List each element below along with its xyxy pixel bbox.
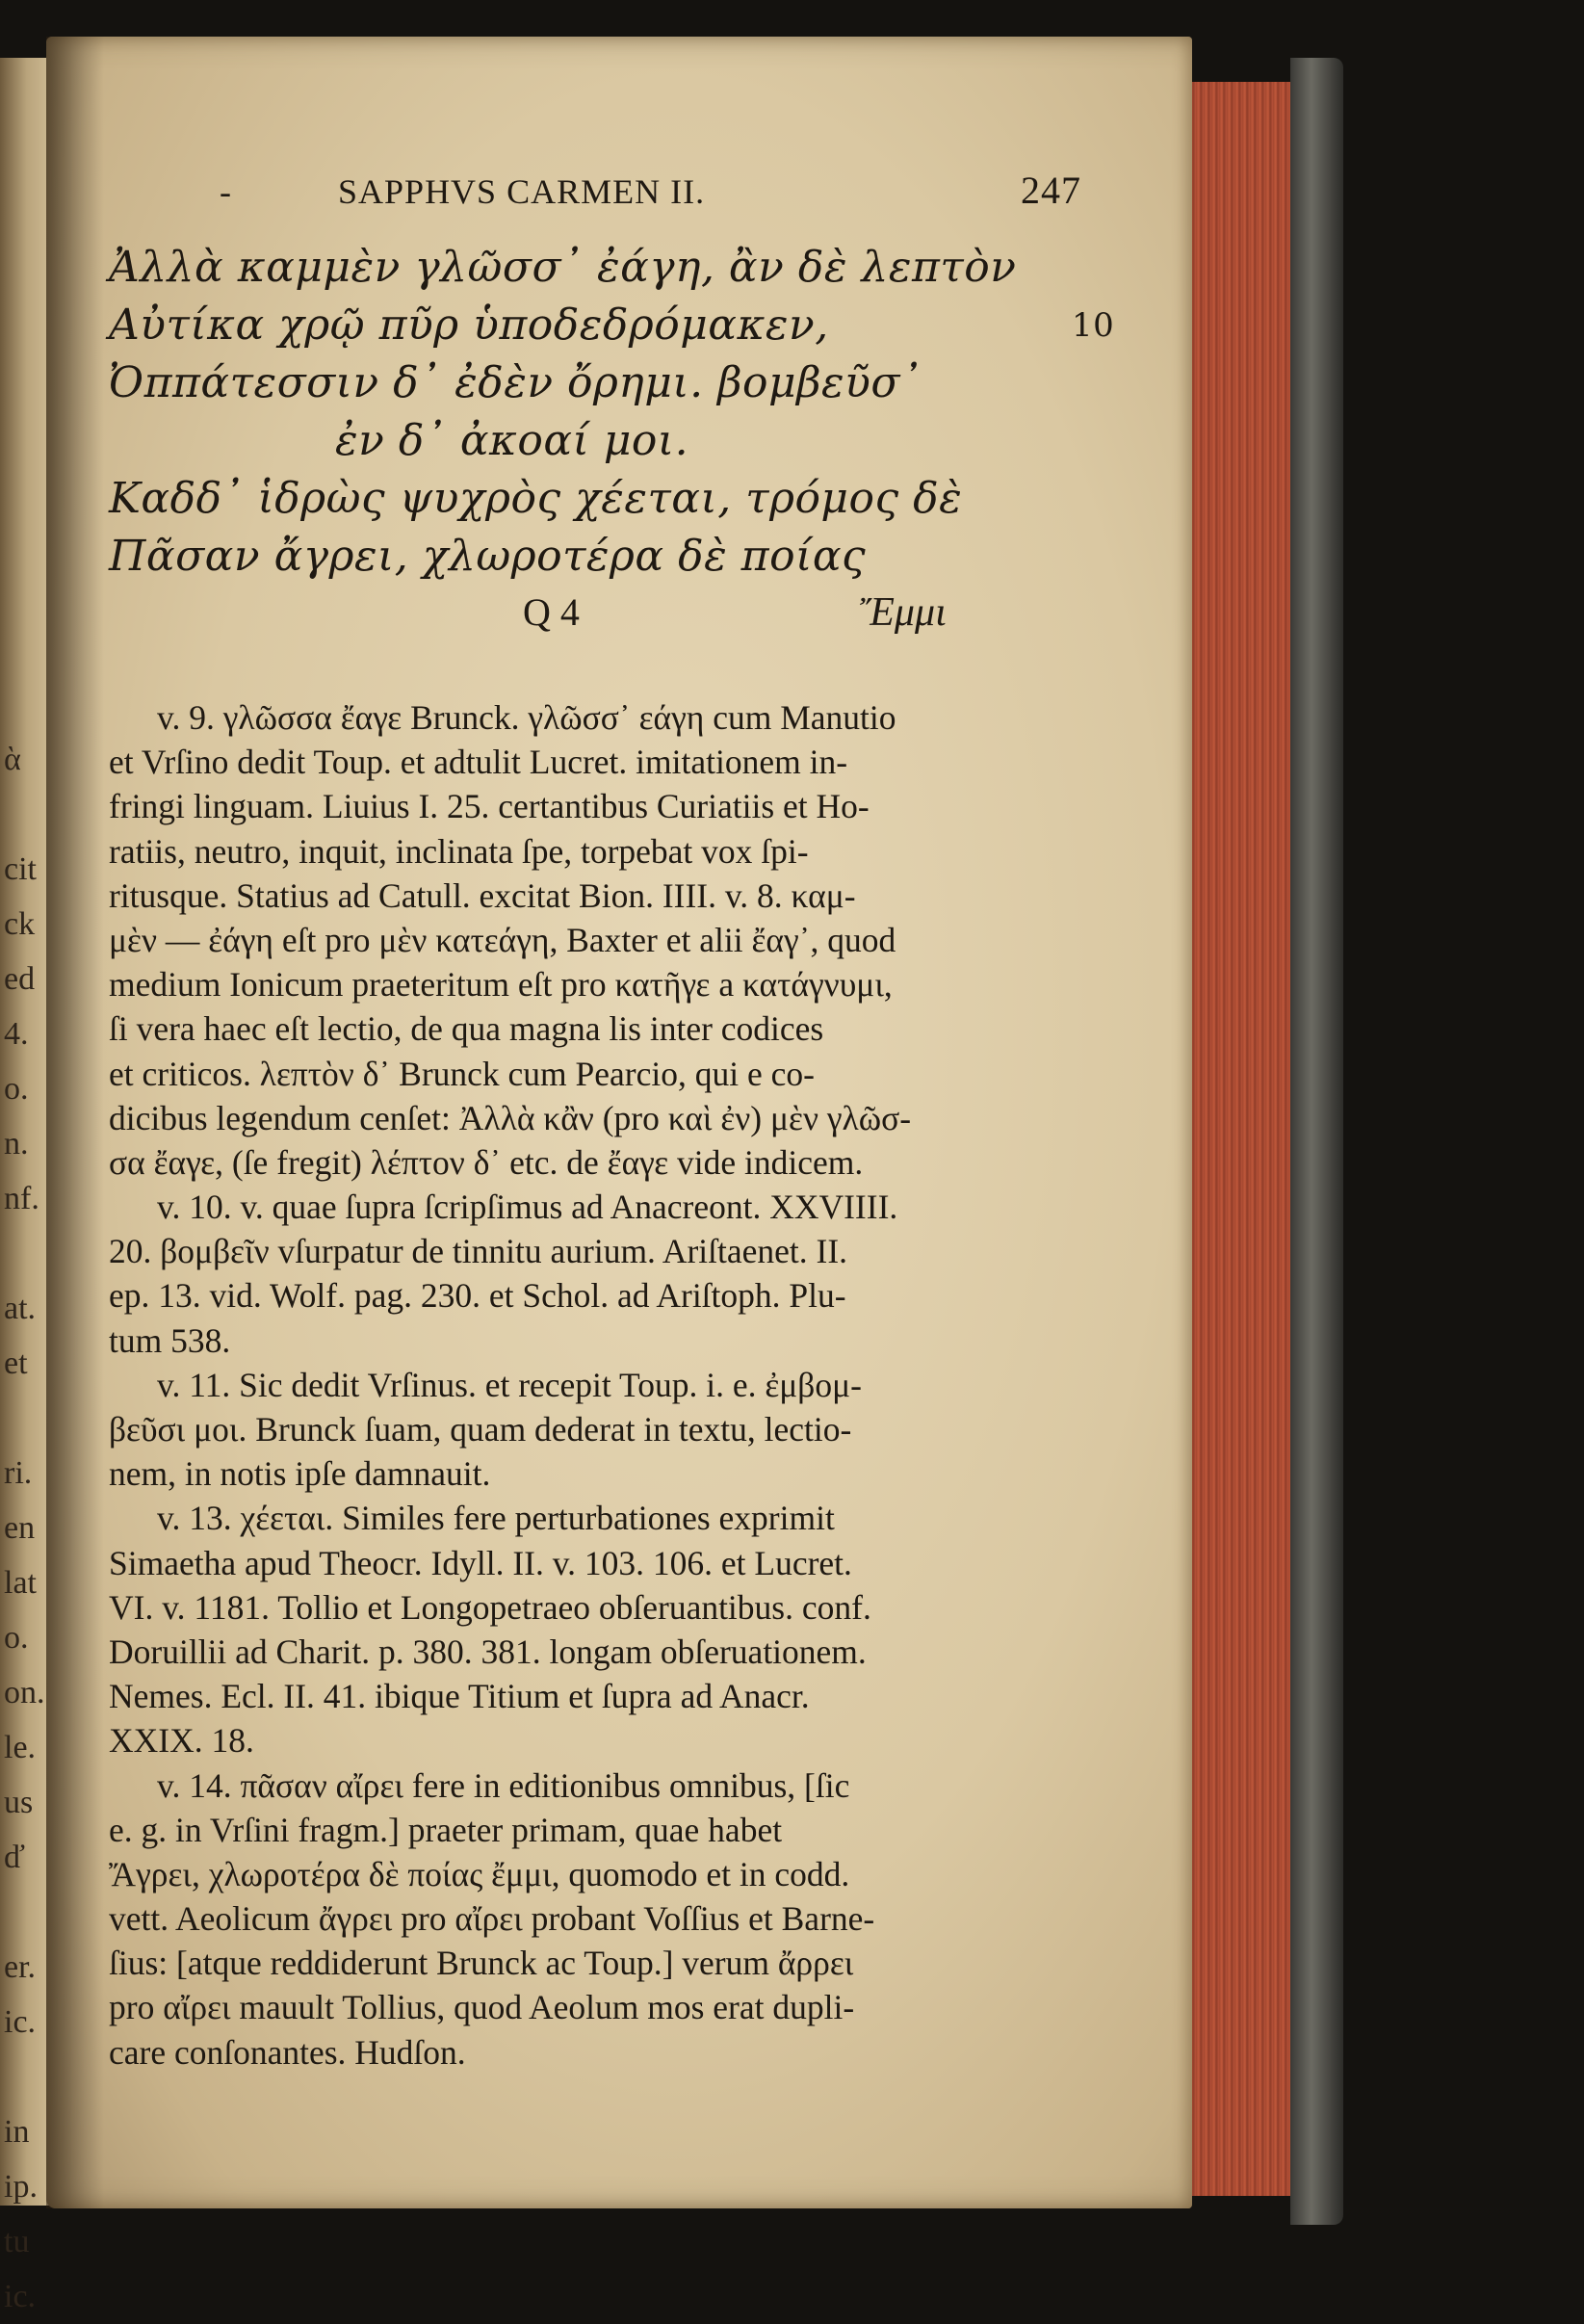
note-line: dicibus legendum cenſet: Ἀλλὰ κἂν (pro καὶ ἐν) μὲν γλῶσ- (109, 1098, 912, 1137)
note-line: care conſonantes. Hudſon. (109, 2032, 466, 2072)
note-line: Nemes. Ecl. II. 41. ibique Titium et ſupra ad Anacr. (109, 1677, 810, 1716)
left-page-fragment: ck (4, 906, 36, 942)
left-page-fragment: le. (4, 1730, 37, 1765)
left-page-fragment: ὰ (4, 742, 21, 777)
note-line: vett. Aeolicum ἄγρει pro αἴρει probant Voſſius et Barne- (109, 1899, 875, 1939)
note-line: medium Ionicum praeteritum eſt pro κατῆγε a κατάγνυμι, (109, 965, 893, 1005)
note-line: v. 10. v. quae ſupra ſcripſimus ad Anacreont. XXVIIII. (157, 1188, 898, 1227)
greek-verse (109, 239, 1115, 586)
note-line: VI. v. 1181. Tollio et Longopetraeo obſeruantibus. conf. (109, 1587, 871, 1627)
note-line: XXIX. 18. (109, 1721, 254, 1761)
note-line: ep. 13. vid. Wolf. pag. 230. et Schol. ad Ariſtoph. Plu- (109, 1276, 846, 1316)
left-page-fragment: ď (4, 1840, 25, 1875)
verse-line (109, 354, 1081, 412)
verse-line (109, 528, 1081, 586)
page-content (109, 169, 1115, 2075)
commentary-notes (109, 695, 1081, 2075)
note-line: v. 13. χέεται. Similes fere perturbationes exprimit (157, 1499, 835, 1538)
left-page-fragment: o. (4, 1071, 29, 1107)
book-cover-edge (1290, 58, 1343, 2225)
signature-line (109, 589, 1081, 657)
note-line: Ἄγρει, χλωροτέρα δὲ ποίας ἔμμι, quomodo et in codd. (109, 1854, 850, 1893)
note-line: ritusque. Statius ad Catull. excitat Bion. IIII. v. 8. καμ- (109, 875, 856, 915)
book-page (46, 37, 1192, 2208)
note-line: Doruillii ad Charit. p. 380. 381. longam obſeruationem. (109, 1632, 867, 1671)
note-line: ſi vera haec eſt lectio, de qua magna lis inter codices (109, 1009, 824, 1049)
running-head (109, 171, 1081, 229)
note-line: σα ἔαγε, (ſe fregit) λέπτον δ᾽ etc. de ἔαγε vide indicem. (109, 1142, 864, 1182)
left-page-fragment: 4. (4, 1016, 29, 1052)
page-number: 247 (1021, 169, 1081, 212)
verse-line-text: Πᾶσαν ἄγρει, χλωροτέρα δὲ ποίας (109, 532, 867, 581)
verse-line-text: Ὀππάτεσσιν δ᾽ ἐδὲν ὄρημι. βομβεῦσ᾽ (109, 358, 922, 407)
verse-line (109, 412, 1081, 470)
note-line: nem, in notis ipſe damnauit. (109, 1454, 491, 1494)
catchword: Ἔμμι (860, 590, 947, 635)
note-line: et criticos. λεπτὸν δ᾽ Brunck cum Pearcio, qui e co- (109, 1054, 815, 1093)
left-page-fragment: ic. (4, 2279, 37, 2314)
left-page-fragment: et (4, 1345, 28, 1381)
note-line: e. g. in Vrſini fragm.] praeter primam, quae habet (109, 1810, 783, 1849)
left-page-fragment: ip. (4, 2169, 38, 2205)
left-page-fragment: in (4, 2114, 30, 2150)
note-line: Simaetha apud Theocr. Idyll. II. v. 103. 106. et Lucret. (109, 1543, 852, 1582)
verse-line-text: Αὐτίκα χρῷ πῦρ ὑποδεδρόμακεν, (109, 300, 829, 350)
note-line: βεῦσι μοι. Brunck ſuam, quam dederat in textu, lectio- (109, 1410, 852, 1449)
left-page-fragment: ic. (4, 2004, 37, 2040)
note-line: v. 9. γλῶσσα ἔαγε Brunck. γλῶσσ᾽ εάγη cum Manutio (157, 698, 896, 737)
left-page-fragment: er. (4, 1949, 37, 1985)
verse-line (109, 239, 1081, 297)
signature-mark: Q 4 (523, 590, 580, 634)
left-page-fragment: o. (4, 1620, 29, 1656)
verse-line (109, 470, 1081, 528)
left-page-fragment: at. (4, 1291, 37, 1326)
left-page-fragment: tu (4, 2224, 30, 2259)
note-line: ratiis, neutro, inquit, inclinata ſpe, torpebat vox ſpi- (109, 831, 809, 871)
note-line: tum 538. (109, 1320, 231, 1360)
left-page-fragment: lat (4, 1565, 37, 1601)
verse-line-number: 10 (1072, 306, 1115, 345)
note-line: et Vrſino dedit Toup. et adtulit Lucret. imitationem in- (109, 743, 848, 782)
left-page-fragment: ri. (4, 1455, 33, 1491)
left-page-fragment: on. (4, 1675, 45, 1710)
verse-line-text: Ἀλλὰ καμμὲν γλῶσσ᾽ ἐάγη, ἂν δὲ λεπτὸν (109, 243, 1017, 292)
note-line: pro αἴρει mauult Tollius, quod Aeolum mos erat dupli- (109, 1988, 855, 2027)
running-head-title: SAPPHVS CARMEN II. (338, 172, 706, 211)
note-line: 20. βομβεῖν vſurpatur de tinnitu aurium. Ariſtaenet. II. (109, 1232, 848, 1271)
left-page-fragment: nf. (4, 1181, 39, 1216)
left-page-fragment: us (4, 1785, 34, 1820)
left-page-fragment: cit (4, 851, 37, 887)
note-line: ſius: [atque reddiderunt Brunck ac Toup.] verum ἄρρει (109, 1944, 854, 1983)
verse-line-text: ἐν δ᾽ ἀκοαί μοι. (335, 416, 689, 465)
running-head-dash: - (220, 172, 232, 211)
note-line: fringi linguam. Liuius I. 25. certantibus Curiatiis et Ho- (109, 787, 870, 826)
verse-line-text: Καδδ᾽ ἱδρὼς ψυχρὸς χέεται, τρόμος δὲ (109, 474, 963, 523)
left-page-fragment: ed (4, 961, 36, 997)
gutter-shadow (46, 37, 104, 2208)
left-page-fragment: n. (4, 1126, 29, 1162)
note-line: μὲν — ἐάγη eſt pro μὲν κατεάγη, Baxter et alii ἔαγ᾽, quod (109, 920, 896, 959)
note-line: v. 14. πᾶσαν αἴρει fere in editionibus omnibus, [ſic (157, 1765, 850, 1805)
verse-line (109, 297, 1115, 354)
note-line: v. 11. Sic dedit Vrſinus. et recepit Toup. i. e. ἐμβομ- (157, 1365, 862, 1404)
left-page-fragment: en (4, 1510, 36, 1546)
